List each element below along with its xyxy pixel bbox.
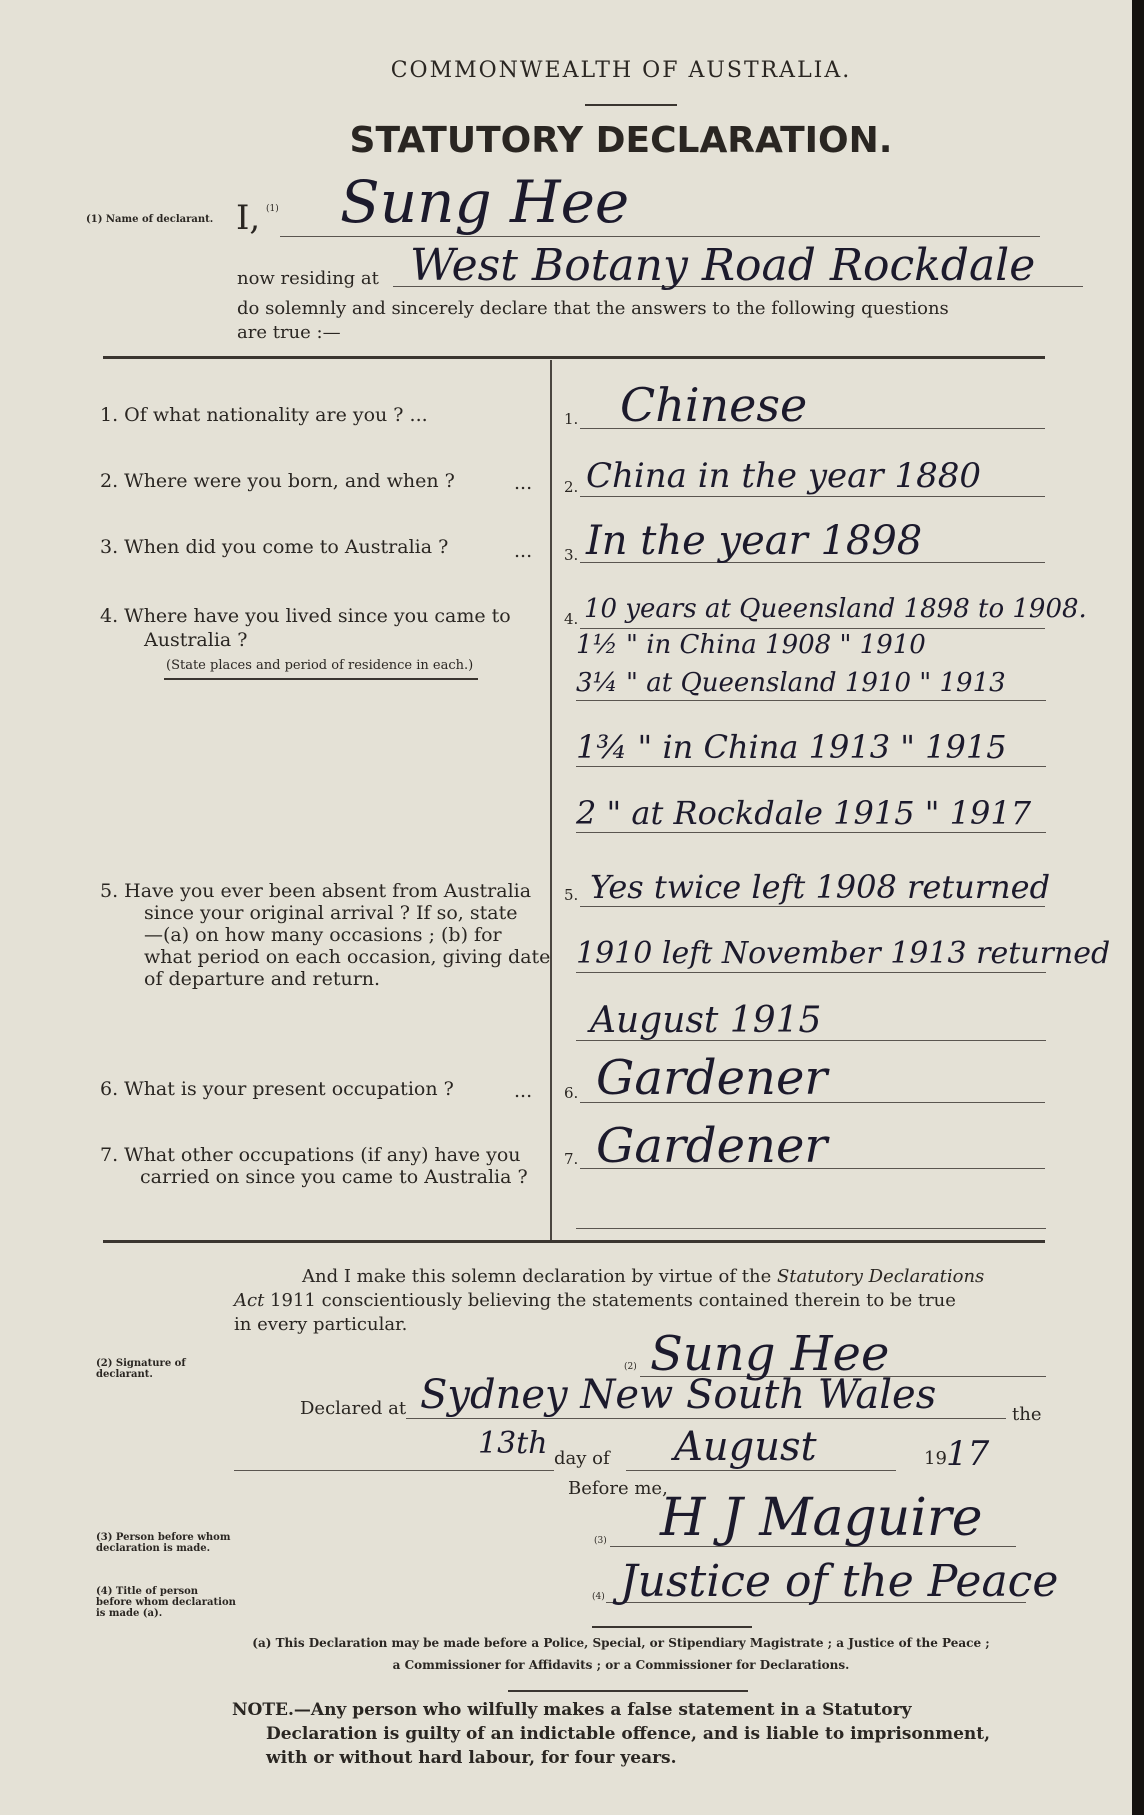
answer-2-number: 2.	[564, 478, 579, 496]
question-6: 6. What is your present occupation ?	[100, 1078, 454, 1100]
witness-signature: H J Maguire	[660, 1488, 983, 1548]
title-side-note: (4) Title of person before whom declaration is made (a).	[96, 1586, 236, 1619]
answer-4-row-2: 1½ " in China 1908 " 1910	[576, 630, 926, 660]
footnote-divider	[592, 1626, 752, 1628]
month-line	[626, 1470, 896, 1471]
answer-5-line-a	[580, 906, 1045, 907]
declare-text-1: do solemnly and sincerely declare that the answers to the following questions	[237, 298, 949, 319]
answer-5-number: 5.	[564, 886, 579, 904]
before-me-label: Before me,	[568, 1478, 668, 1499]
question-5-line-3: —(a) on how many occasions ; (b) for	[144, 924, 502, 946]
column-divider	[550, 360, 552, 1240]
answer-3-number: 3.	[564, 546, 579, 564]
declarant-side-note: (1) Name of declarant.	[86, 214, 214, 225]
i-label: I,	[236, 198, 261, 238]
solemn-text-1: And I make this solemn declaration by virtue of the Statutory Declarations	[302, 1266, 985, 1287]
name-line	[280, 236, 1040, 237]
title-marker: (4)	[592, 1592, 605, 1602]
question-6-dots: ...	[514, 1080, 533, 1102]
answer-5-row-2: 1910 left November 1913 returned	[576, 936, 1111, 971]
question-4-line-2: Australia ?	[144, 629, 248, 651]
answer-4-line-d	[576, 832, 1046, 833]
question-2: 2. Where were you born, and when ?	[100, 470, 455, 492]
question-4-note: (State places and period of residence in each.)	[166, 658, 474, 673]
answer-7-number: 7.	[564, 1150, 579, 1168]
answer-4-line-b	[576, 700, 1046, 701]
question-5-line-2: since your original arrival ? If so, state	[144, 902, 518, 924]
the-label: the	[1012, 1404, 1042, 1425]
question-7-line-1: 7. What other occupations (if any) have you	[100, 1144, 521, 1166]
solemn-text-3: in every particular.	[234, 1314, 408, 1335]
answer-4-row-3: 3¼ " at Queensland 1910 " 1913	[576, 668, 1006, 698]
year-suffix: 17	[946, 1434, 990, 1474]
question-5-line-1: 5. Have you ever been absent from Australia	[100, 880, 532, 902]
question-4-line-1: 4. Where have you lived since you came to	[100, 605, 511, 627]
solemn-text-2: Act 1911 conscientiously believing the statements contained therein to be true	[234, 1290, 956, 1311]
answer-5-line-b	[576, 972, 1046, 973]
question-5-line-5: of departure and return.	[144, 968, 381, 990]
day-value: 13th	[478, 1426, 548, 1461]
bottom-rule	[103, 1240, 1045, 1243]
witness-title: Justice of the Peace	[620, 1556, 1059, 1607]
answer-1-number: 1.	[564, 410, 579, 428]
footnote-line-1: (a) This Declaration may be made before a Police, Special, or Stipendiary Magistrate ; a Justice of the Peace ;	[252, 1636, 990, 1650]
scan-edge	[1132, 0, 1144, 1815]
question-5-line-4: what period on each occasion, giving date	[144, 946, 551, 968]
answer-6-value: Gardener	[596, 1050, 828, 1106]
declare-text-2: are true :—	[237, 322, 341, 343]
day-line	[234, 1470, 554, 1471]
signature-marker: (2)	[624, 1362, 637, 1372]
answer-6-number: 6.	[564, 1084, 579, 1102]
declared-place-line	[406, 1418, 1006, 1419]
footnote-line-2: a Commissioner for Affidavits ; or a Commissioner for Declarations.	[392, 1658, 850, 1672]
residence-value: West Botany Road Rockdale	[410, 240, 1036, 291]
year-prefix: 19	[924, 1448, 947, 1469]
declared-place: Sydney New South Wales	[420, 1372, 937, 1418]
note-line-3: with or without hard labour, for four years.	[266, 1748, 677, 1768]
question-7-line-2: carried on since you came to Australia ?	[140, 1166, 528, 1188]
month-value: August	[674, 1424, 817, 1470]
residing-label: now residing at	[237, 268, 379, 289]
declarant-name: Sung Hee	[340, 168, 630, 236]
commonwealth-heading: COMMONWEALTH OF AUSTRALIA.	[390, 58, 852, 83]
answer-4-row-1: 10 years at Queensland 1898 to 1908.	[584, 594, 1087, 624]
witness-side-note: (3) Person before whom declaration is made.	[96, 1532, 231, 1554]
signature-side-note: (2) Signature of declarant.	[96, 1358, 186, 1380]
declarant-signature: Sung Hee	[650, 1326, 890, 1382]
answer-4-row-5: 2 " at Rockdale 1915 " 1917	[576, 794, 1032, 832]
answer-4-row-4: 1¾ " in China 1913 " 1915	[576, 728, 1007, 766]
declared-label: Declared at	[300, 1398, 407, 1419]
top-rule	[103, 356, 1045, 359]
answer-4-line-a	[580, 628, 1045, 629]
answer-7-value: Gardener	[596, 1118, 828, 1174]
answer-4-number: 4.	[564, 610, 579, 628]
answer-4-line-c	[576, 766, 1046, 767]
answer-5-row-3: August 1915	[590, 1000, 822, 1041]
question-4-note-underline	[164, 678, 478, 680]
answer-2-value: China in the year 1880	[586, 456, 982, 496]
day-of-label: day of	[554, 1448, 610, 1469]
note-divider	[508, 1690, 748, 1692]
answer-7-line-b	[576, 1228, 1046, 1229]
question-2-dots: ...	[514, 472, 533, 494]
answer-1-value: Chinese	[620, 378, 808, 432]
question-1: 1. Of what nationality are you ? ...	[100, 404, 428, 426]
answer-3-value: In the year 1898	[586, 518, 923, 564]
answer-2-line	[580, 496, 1045, 497]
question-3-dots: ...	[514, 540, 533, 562]
witness-marker: (3)	[594, 1536, 607, 1546]
heading-divider	[585, 104, 677, 106]
declarant-marker: (1)	[266, 204, 279, 214]
question-3: 3. When did you come to Australia ?	[100, 536, 449, 558]
note-line-1: NOTE.—Any person who wilfully makes a false statement in a Statutory	[232, 1700, 912, 1720]
note-line-2: Declaration is guilty of an indictable offence, and is liable to imprisonment,	[266, 1724, 991, 1744]
form-title: STATUTORY DECLARATION.	[349, 120, 893, 161]
answer-5-row-1: Yes twice left 1908 returned	[590, 868, 1051, 906]
